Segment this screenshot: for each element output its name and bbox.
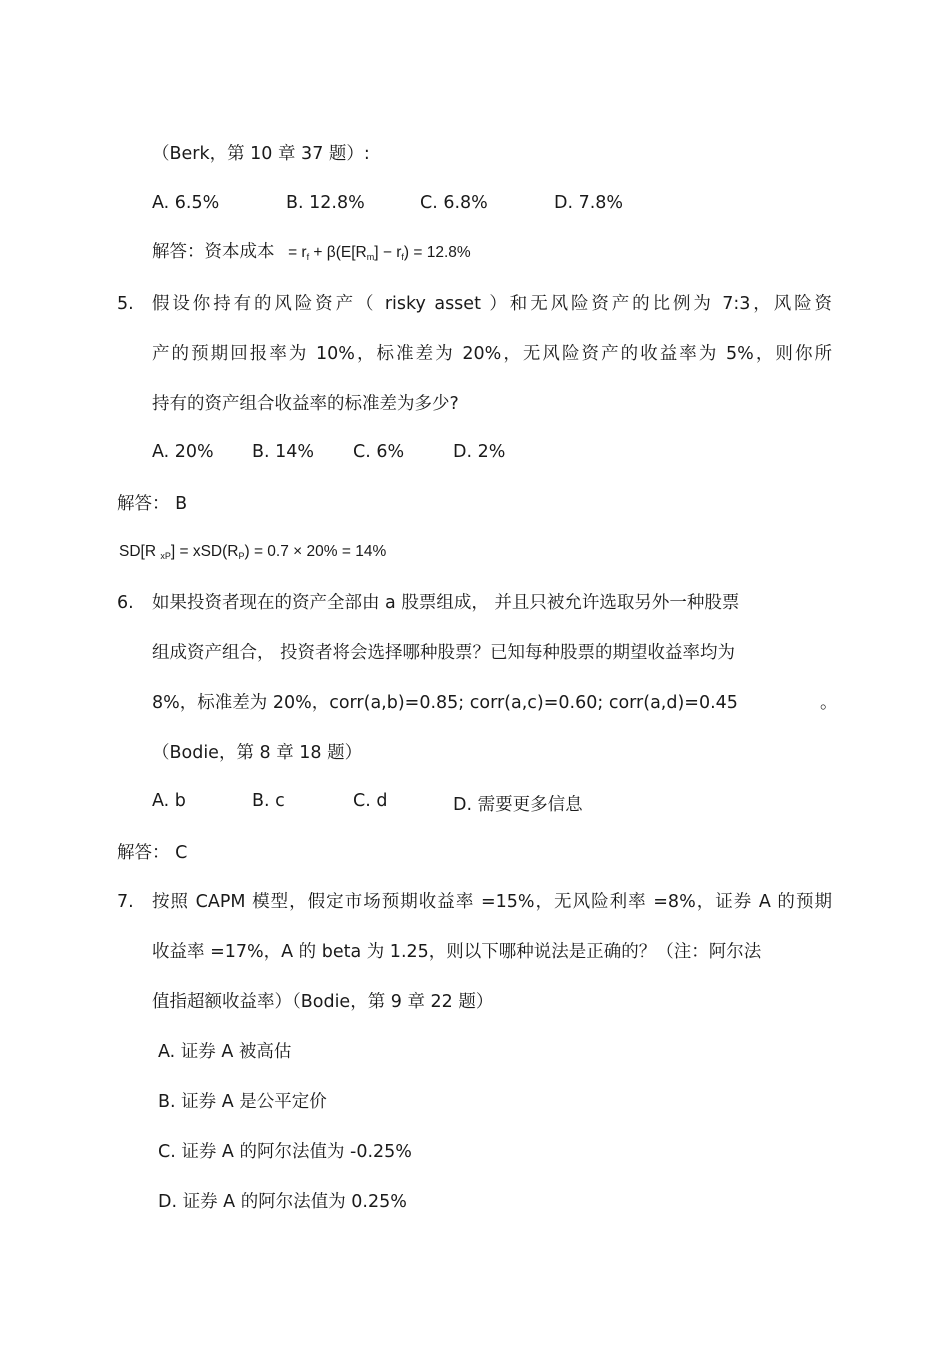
q5-line-1: 假设你持有的风险资产（ risky asset ）和无风险资产的比例为 7:3，风险资	[152, 294, 832, 314]
q5-answer: 解答： B	[117, 494, 188, 514]
q4-option-d: D. 7.8%	[554, 193, 624, 213]
q7-option-d: D. 证券 A 的阿尔法值为 0.25%	[158, 1192, 407, 1212]
q6-answer: 解答： C	[117, 843, 188, 863]
q7-option-a: A. 证券 A 被高估	[158, 1042, 292, 1062]
q5-line-3: 持有的资产组合收益率的标准差为多少?	[152, 394, 459, 414]
q5-option-c: C. 6%	[353, 442, 405, 462]
q7-number: 7.	[117, 892, 134, 912]
q7-option-c: C. 证券 A 的阿尔法值为 -0.25%	[158, 1142, 412, 1162]
q5-line-2: 产的预期回报率为 10%，标准差为 20%，无风险资产的收益率为 5%，则你所	[152, 344, 832, 364]
q4-formula: = $r_f + \beta(E[R_m] - r_f) = 12.8\%$	[288, 244, 471, 262]
q6-option-d: D. 需要更多信息	[453, 795, 583, 815]
q6-line-3-end: 。	[820, 693, 838, 713]
q4-option-b: B. 12.8%	[286, 193, 365, 213]
q6-line-2: 组成资产组合， 投资者将会选择哪种股票？已知每种股票的期望收益率均为	[152, 643, 736, 663]
q6-option-a: A. b	[152, 791, 186, 811]
q6-option-c: C. d	[353, 791, 388, 811]
q7-line-3: 值指超额收益率）（Bodie，第 9 章 22 题）	[152, 992, 494, 1012]
q4-answer-label: 解答：资本成本	[152, 242, 275, 262]
q4-source: （Berk，第 10 章 37 题）:	[152, 144, 370, 164]
q5-option-d: D. 2%	[453, 442, 506, 462]
q5-number: 5.	[117, 294, 134, 314]
q4-option-c: C. 6.8%	[420, 193, 488, 213]
q5-formula: SD[R $_{xP}] = xSD(R_P) = 0.7 \times 20\% = 14\%$	[119, 543, 387, 561]
q7-line-2: 收益率 =17%，A 的 beta 为 1.25，则以下哪种说法是正确的？（注：阿尔法	[152, 942, 762, 962]
q6-number: 6.	[117, 593, 134, 613]
q6-option-b: B. c	[252, 791, 285, 811]
q7-option-b: B. 证券 A 是公平定价	[158, 1092, 327, 1112]
q6-line-1: 如果投资者现在的资产全部由 a 股票组成， 并且只被允许选取另外一种股票	[152, 593, 740, 613]
q5-option-b: B. 14%	[252, 442, 315, 462]
q6-line-3: 8%，标准差为 20%，corr(a,b)=0.85; corr(a,c)=0.60; corr(a,d)=0.45	[152, 693, 738, 713]
q5-option-a: A. 20%	[152, 442, 214, 462]
q6-line-4: （Bodie，第 8 章 18 题）	[152, 743, 363, 763]
q4-answer	[152, 240, 471, 269]
q4-option-a: A. 6.5%	[152, 193, 220, 213]
q7-line-1: 按照 CAPM 模型，假定市场预期收益率 =15%，无风险利率 =8%，证券 A 的预期	[152, 892, 832, 912]
